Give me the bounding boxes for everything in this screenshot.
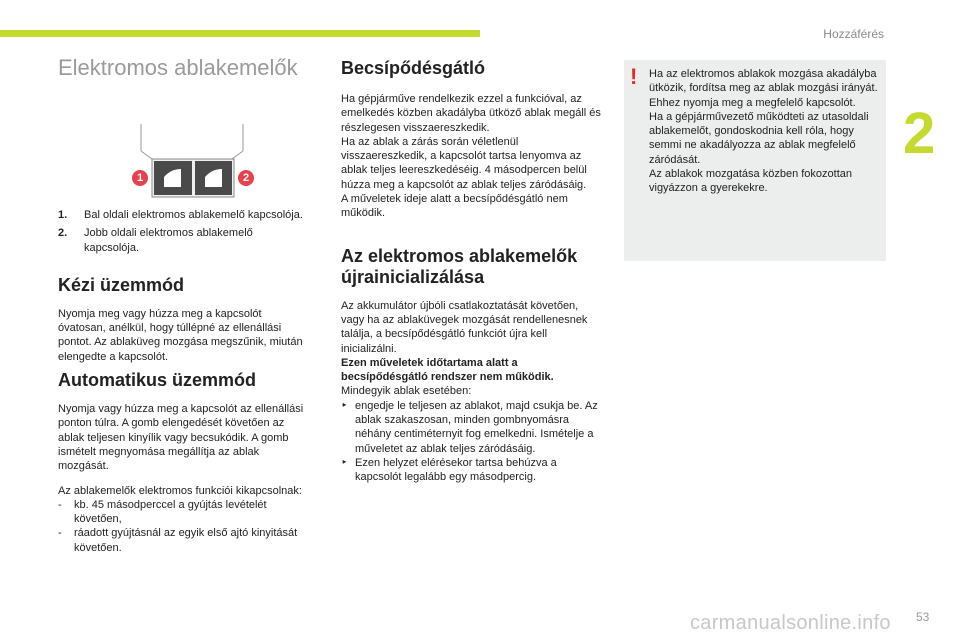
reinit-text: Az akkumulátor újbóli csatlakoztatását követően, vagy ha az ablaküvegek mozgását rendellenesnek találja, a becsípődésgátló funkciót újra kell inicializálni. — [341, 299, 588, 355]
warning-line: Ha az elektromos ablakok mozgása akadályba ütközik, fordítsa meg az ablak mozgási irányát. Ehhez nyomja meg a megfelelő kapcsolót. — [649, 68, 878, 109]
section-color-bar — [0, 30, 480, 37]
page-number: 53 — [916, 610, 930, 624]
reinit-bold-text: Ezen műveletek időtartama alatt a becsípődésgátló rendszer nem működik. — [341, 356, 554, 384]
anti-pinch-text-3: A műveletek ideje alatt a becsípődésgátló nem működik. — [341, 193, 568, 220]
auto-mode-text: Nyomja vagy húzza meg a kapcsolót az ellenállási ponton túlra. A gomb elengedését követően az ablak teljesen kinyílik vagy becsukódik. A gomb ismételt megnyomása megállítja az ablak mozgását. — [58, 403, 304, 473]
anti-pinch-heading: Becsípődésgátló — [341, 58, 486, 78]
anti-pinch-text-1: Ha gépjárműve rendelkezik ezzel a funkcióval, az emelkedés közben akadályba ütköző ablak megáll és részlegesen visszaereszkedik. — [341, 93, 601, 134]
anti-pinch-text-2: Ha az ablak a zárás során véletlenül visszaereszkedik, a kapcsolót tartsa lenyomva az ablak teljes leereszkedéséig. 4 másodpercen belül húzza meg a kapcsolót az ablak teljes záródásáig. — [341, 135, 587, 191]
arrow-bullet-icon: ‣ — [341, 456, 348, 469]
section-name: Hozzáférés — [823, 27, 884, 41]
bullet-item — [341, 399, 603, 456]
bullet-text: Ezen helyzet elérésekor tartsa behúzva a kapcsolót legalább egy másodpercig. — [355, 456, 557, 484]
figure-label-1: 1 — [132, 170, 148, 186]
legend-item — [58, 208, 310, 222]
page-title: Elektromos ablakemelők — [58, 55, 298, 80]
manual-mode-heading: Kézi üzemmód — [58, 274, 185, 295]
switch-panel-illustration — [68, 91, 268, 201]
reinit-heading: Az elektromos ablakemelők újrainicializálása — [341, 245, 578, 287]
figure-label-2: 2 — [238, 170, 254, 186]
manual-mode-text: Nyomja meg vagy húzza meg a kapcsolót óvatosan, anélkül, hogy túllépné az ellenállási pontot. Az ablaküveg mozgása megszűnik, miután elengedte a kapcsolót. — [58, 307, 303, 363]
middle-column — [341, 55, 603, 485]
chapter-number: 2 — [903, 101, 936, 166]
legend-text: Jobb oldali elektromos ablakemelő kapcsolója. — [84, 227, 253, 254]
warning-box — [624, 60, 886, 261]
bullet-item — [341, 456, 603, 485]
reinit-text-2: Mindegyik ablak esetében: — [341, 385, 472, 398]
legend-number: 1. — [58, 209, 68, 221]
warning-text — [649, 67, 881, 196]
left-column — [58, 55, 310, 555]
watermark: carmanualsonline.info — [690, 612, 891, 634]
warning-line: Az ablakok mozgatása közben fokozottan vigyázzon a gyerekekre. — [649, 168, 853, 195]
bullet-text: engedje le teljesen az ablakot, majd csukja be. Az ablak szakaszosan, minden gombnyomásra néhány centiméternyit fog emelkedni. Ismételje a műveletet az ablak teljes záródásáig. — [355, 399, 598, 455]
legend-number: 2. — [58, 227, 68, 240]
legend-text: Bal oldali elektromos ablakemelő kapcsolója. — [84, 209, 303, 221]
dash-item-text: ráadott gyújtásnál az egyik első ajtó kinyitását követően. — [74, 527, 298, 554]
window-switch-figure — [68, 91, 268, 201]
warning-line: Ha a gépjárművezető működteti az utasoldali ablakemelőt, gondoskodnia kell róla, hogy semmi ne akadályozza az ablak megfelelő záródását. — [649, 110, 869, 166]
warning-icon: ! — [630, 64, 638, 89]
dash-item: - ráadott gyújtásnál az egyik első ajtó kinyitását követően. — [58, 526, 310, 555]
legend-item — [58, 226, 310, 255]
arrow-bullet-icon: ‣ — [341, 399, 348, 412]
dash-item-text: kb. 45 másodperccel a gyújtás levételét követően, — [74, 498, 267, 526]
figure-legend — [58, 208, 310, 255]
dash-item: - kb. 45 másodperccel a gyújtás levételét követően, — [58, 498, 310, 527]
auto-mode-text-2: Az ablakemelők elektromos funkciói kikapcsolnak: — [58, 484, 302, 497]
auto-mode-heading: Automatikus üzemmód — [58, 370, 257, 391]
